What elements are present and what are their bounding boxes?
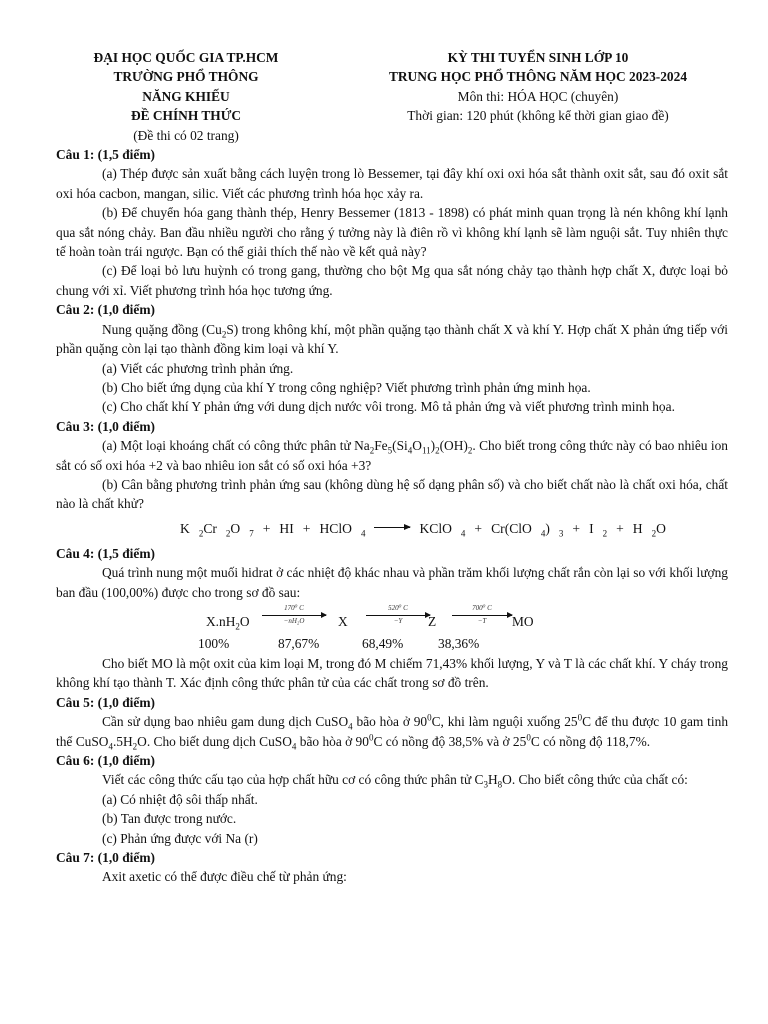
q6-intro: Viết các công thức cấu tạo của hợp chất hữu cơ có công thức phân tử $C_3H_8O$. Cho biết công thức của chất có:: [102, 772, 688, 791]
reaction-arrow-icon: [374, 527, 410, 528]
pct-mo: 38,36%: [438, 635, 480, 651]
decomposition-scheme: [56, 604, 728, 654]
scheme-arrow-2-icon: [366, 615, 430, 616]
q4-intro: Quá trình nung một muối hidrat ở các nhiệt độ khác nhau và phần trăm khối lượng chất rắn còn lại so với khối lượng ban đầu (100,00%) được cho trong sơ đồ sau:: [56, 565, 728, 600]
q6-part-a: (a) Có nhiệt độ sôi thấp nhất.: [102, 791, 258, 807]
product-crclo4: Cr(ClO $_4$) $_3$: [491, 521, 564, 539]
scheme-hydrate: $X.nH_2O$: [206, 613, 250, 632]
q1-part-b: (b) Để chuyển hóa gang thành thép, Henry Bessemer (1813 - 1898) có phát minh quan trọng là nén không khí lạnh qua sắt nóng chảy. Ban đầu nhiều người cho rằng ý tưởng này là điên rồ vì không khí lạnh sẽ làm nguội sắt. Tuy nhiên thực tế hoàn toàn trái ngược. Bạn có thể giải thích thế nào về kết quả này?: [56, 205, 728, 260]
q3-part-a: (a) Một loại khoáng chất có công thức phân tử $Na_2Fe_5(Si_4O_{11})_2(OH)_2$. Cho biết trong công thức này có bao nhiêu ion sắt có số oxi hóa +2 và bao nhiêu ion sắt có số oxi hóa +3?: [56, 438, 728, 473]
university-name: ĐẠI HỌC QUỐC GIA TP.HCM: [93, 50, 279, 65]
official-exam-label: ĐỀ CHÍNH THỨC: [130, 108, 242, 124]
q3-part-b: (b) Cân bằng phương trình phản ứng sau (không dùng hệ số dạng phân số) và cho biết chất nào là chất oxi hóa, chất nào là chất khử?: [56, 476, 728, 512]
q4-details: Cho biết MO là một oxit của kim loại M, trong đó M chiếm 71,43% khối lượng, Y và T là các chất khí. Y cháy trong không khí tạo thành T. Xác định công thức phân tử của các chất trong sơ đồ trên.: [56, 655, 728, 691]
q1-title: Câu 1: (1,5 điểm): [56, 147, 155, 163]
cond-2-loss: −Y: [393, 616, 403, 625]
q7-title: Câu 7: (1,0 điểm): [56, 850, 155, 866]
scheme-z: Z: [428, 613, 437, 629]
school-name-line2: NĂNG KHIẾU: [142, 88, 230, 104]
q1-part-c: (c) Để loại bỏ lưu huỳnh có trong gang, thường cho bột Mg qua sắt nóng chảy tạo thành hợp chất X, được loại bỏ chung với xỉ. Viết phương trình hóa học tương ứng.: [56, 263, 728, 298]
cond-1-loss: −nH₂O: [283, 616, 305, 625]
plus-sign: +: [302, 521, 311, 537]
exam-level-year: TRUNG HỌC PHỔ THÔNG NĂM HỌC 2023-2024: [388, 69, 688, 85]
plus-sign: +: [572, 521, 581, 537]
scheme-mo: MO: [512, 613, 534, 629]
scheme-x: X: [338, 613, 348, 629]
cond-3-loss: −T: [477, 616, 487, 625]
reactant-k2cr2o7: K $_2$Cr $_2$O $_7$: [180, 521, 254, 539]
q7-intro: Axit axetic có thể được điều chế từ phản ứng:: [102, 869, 347, 885]
reactant-hclo4: HClO $_4$: [319, 521, 366, 539]
plus-sign: +: [616, 521, 624, 537]
pct-z: 68,49%: [362, 635, 404, 651]
q2-part-b: (b) Cho biết ứng dụng của khí Y trong công nghiệp? Viết phương trình phản ứng minh họa.: [102, 379, 591, 395]
q5-title: Câu 5: (1,0 điểm): [56, 694, 155, 710]
product-i2: I $_2$: [589, 521, 608, 539]
q4-title: Câu 4: (1,5 điểm): [56, 545, 155, 561]
pct-x: 87,67%: [278, 635, 320, 651]
exam-info-block: [348, 48, 728, 145]
pct-hydrate: 100%: [198, 635, 230, 651]
plus-sign: +: [474, 521, 483, 537]
scheme-arrow-1-icon: [262, 615, 326, 616]
reactant-hi: HI: [279, 521, 294, 537]
product-h2o: H $_2$O: [632, 521, 666, 539]
q3-title: Câu 3: (1,0 điểm): [56, 418, 155, 434]
exam-header: [56, 48, 728, 145]
cond-2-temp: 520⁰ C: [388, 603, 408, 612]
exam-duration: Thời gian: 120 phút (không kể thời gian giao đề): [407, 108, 669, 124]
school-block: [56, 48, 316, 145]
q6-part-b: (b) Tan được trong nước.: [102, 811, 237, 827]
exam-subject: Môn thi: HÓA HỌC (chuyên): [457, 88, 619, 104]
scheme-arrow-3-icon: [452, 615, 512, 616]
page-count-note: (Đề thi có 02 trang): [133, 127, 239, 143]
exam-title: KỲ THI TUYỂN SINH LỚP 10: [447, 50, 629, 65]
q2-intro: Nung quặng đồng $(Cu_2S)$ trong không khí, một phần quặng tạo thành chất X và khí Y. Hợp chất X phản ứng tiếp với phần quặng còn lại tạo thành đồng kim loại và khí Y.: [56, 321, 728, 357]
q6-title: Câu 6: (1,0 điểm): [56, 753, 155, 768]
q2-title: Câu 2: (1,0 điểm): [56, 302, 155, 318]
cond-1-temp: 170⁰ C: [284, 603, 304, 612]
plus-sign: +: [262, 521, 271, 537]
q3-redox-equation: [56, 517, 728, 541]
q5-body: Cần sử dụng bao nhiêu gam dung dịch CuSO$_4$ bão hòa ở $90^0C$, khi làm nguội xuống $25^0C$ để thu được 10 gam tinh thể $CuSO_4.5H_2O$. Cho biết dung dịch CuSO$_4$ bão hòa ở $90^0C$ có nồng độ 38,5% và ở $25^0C$ có nồng độ 118,7%.: [56, 712, 729, 752]
q2-part-c: (c) Cho chất khí Y phản ứng với dung dịch nước vôi trong. Mô tả phản ứng và viết phương trình minh họa.: [102, 399, 675, 415]
school-name-line1: TRƯỜNG PHỔ THÔNG: [113, 69, 259, 85]
product-kclo4: KClO $_4$: [419, 521, 466, 539]
q6-part-c: (c) Phản ứng được với Na (r): [102, 830, 258, 846]
cond-3-temp: 700⁰ C: [472, 603, 492, 612]
q2-part-a: (a) Viết các phương trình phản ứng.: [102, 360, 294, 376]
q1-part-a: (a) Thép được sản xuất bằng cách luyện trong lò Bessemer, tại đây khí oxi oxi hóa sắt thành oxit sắt, sau đó oxit sắt oxi hóa cacbon, mangan, silic. Viết các phương trình hóa học xảy ra.: [56, 166, 728, 201]
